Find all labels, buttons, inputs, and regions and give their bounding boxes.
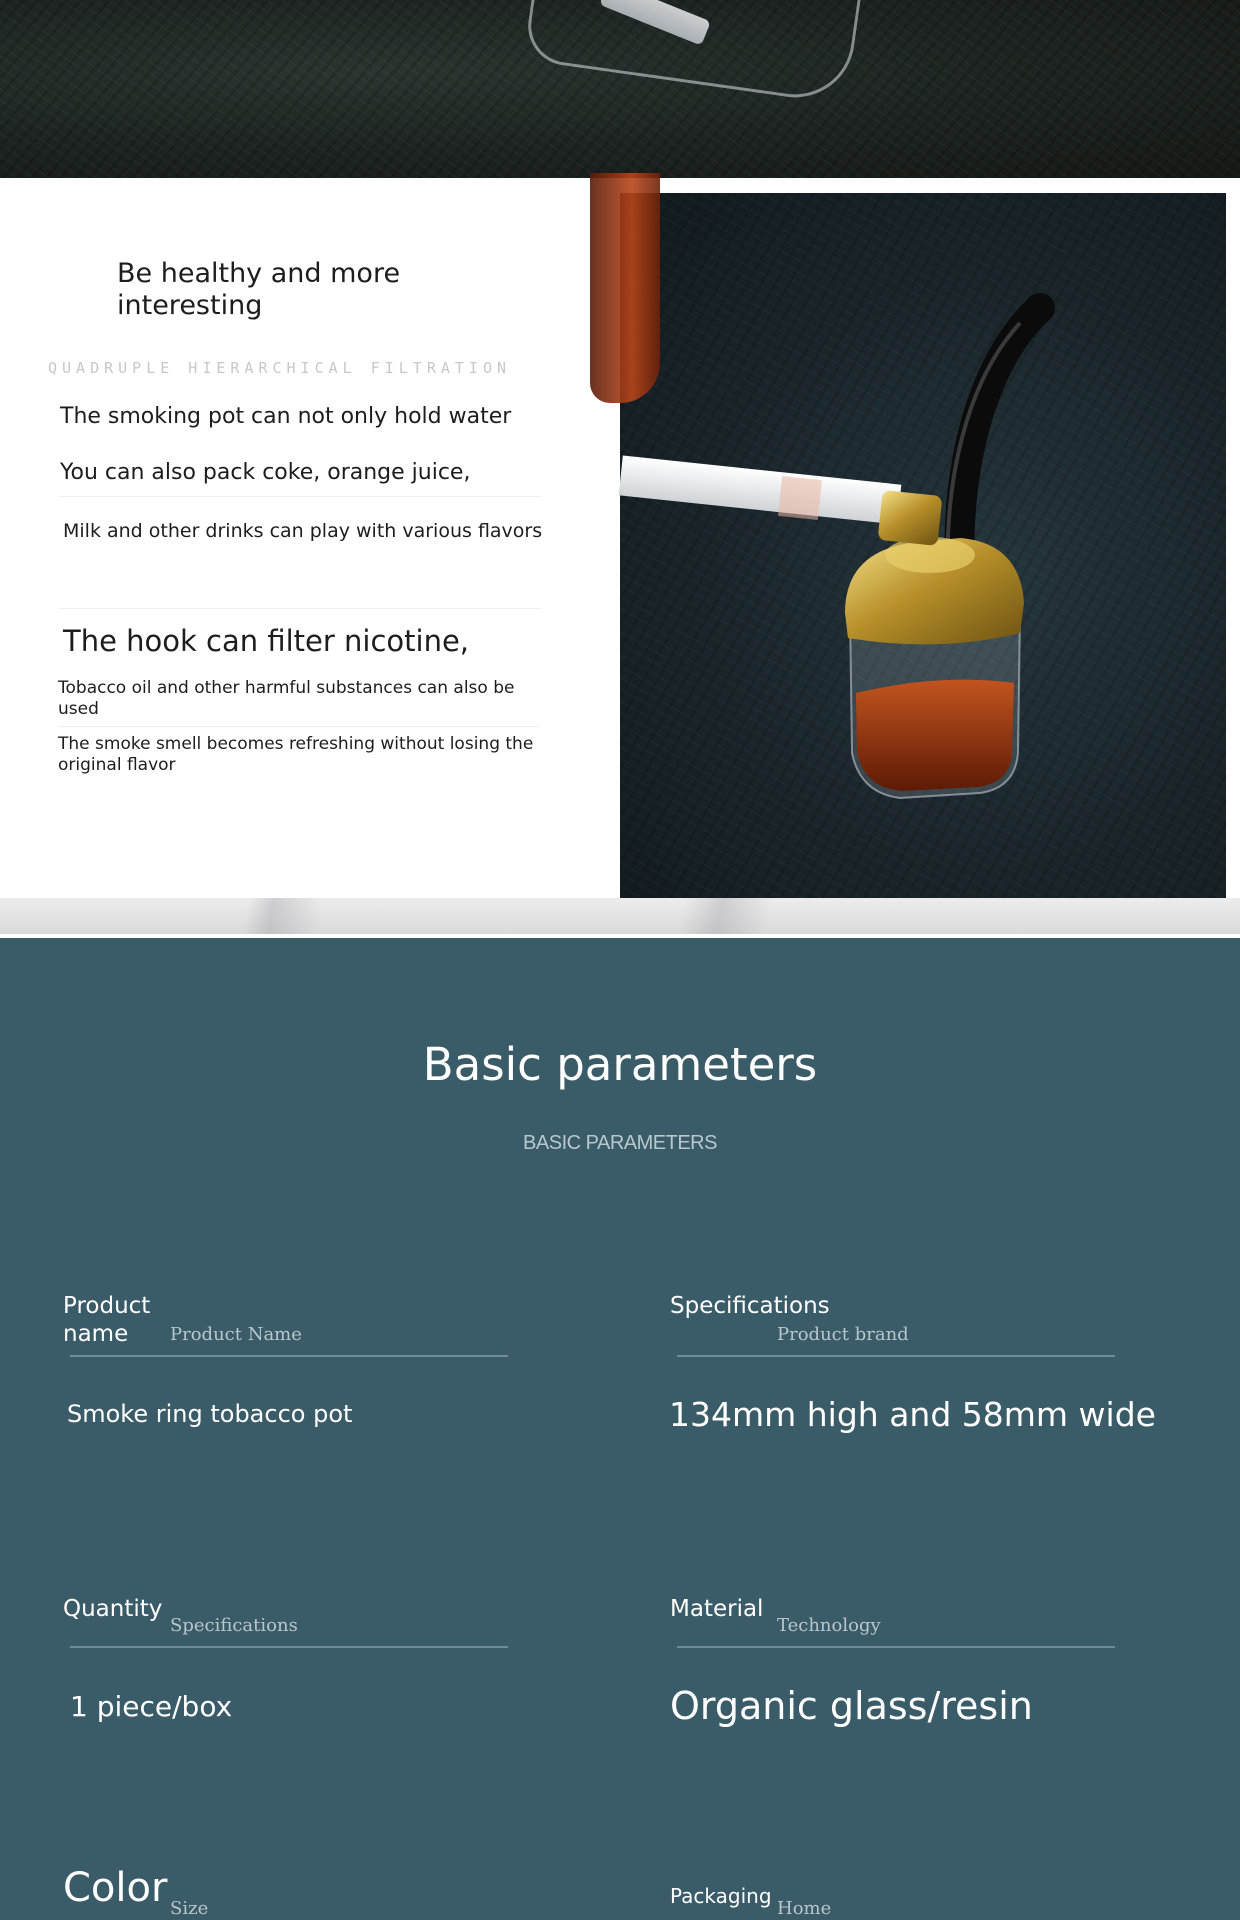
divider [60,608,540,609]
param-value: Smoke ring tobacco pot [67,1400,353,1428]
feature-line-1: The smoking pot can not only hold water [60,404,512,429]
divider [58,726,538,727]
param-label: Specifications [670,1293,830,1319]
divider [60,496,540,497]
param-english: Product Name [170,1324,302,1345]
param-english: Technology [777,1615,881,1636]
param-label: Packaging [670,1884,772,1908]
feature-tagline: Be healthy and more interesting [117,258,401,321]
feature-line-3: Milk and other drinks can play with various flavors [63,520,543,542]
feature-line-5: The smoke smell becomes refreshing without losing the original flavor [58,734,534,775]
parameters-title: Basic parameters [422,1038,818,1091]
param-underline [70,1355,508,1357]
feature-line-2: You can also pack coke, orange juice, [60,460,471,485]
feature-line-4: Tobacco oil and other harmful substances can also be used [58,678,515,719]
param-english: Product brand [777,1324,909,1345]
feature-subhead: QUADRUPLE HIERARCHICAL FILTRATION [48,359,512,377]
parameters-subtitle: BASIC PARAMETERS [523,1132,717,1154]
feature-section [0,178,1240,898]
param-label: Quantity [63,1596,163,1622]
param-underline [677,1355,1115,1357]
param-underline [70,1646,508,1648]
param-label: Product name [63,1293,151,1347]
marble-divider [0,898,1240,934]
parameters-section [0,938,1240,1920]
param-label: Material [670,1596,764,1622]
product-photo [620,193,1226,898]
top-product-banner [0,0,1240,178]
tobacco-pot-illustration [620,193,1226,898]
param-underline [677,1646,1115,1648]
feature-headline-2: The hook can filter nicotine, [63,624,470,658]
param-english: Home [777,1898,832,1919]
param-value: 1 piece/box [70,1690,233,1723]
param-english: Specifications [170,1615,298,1636]
param-label: Color [63,1865,168,1911]
param-english: Size [170,1898,209,1919]
param-value: Organic glass/resin [670,1684,1033,1728]
param-value: 134mm high and 58mm wide [669,1395,1156,1434]
